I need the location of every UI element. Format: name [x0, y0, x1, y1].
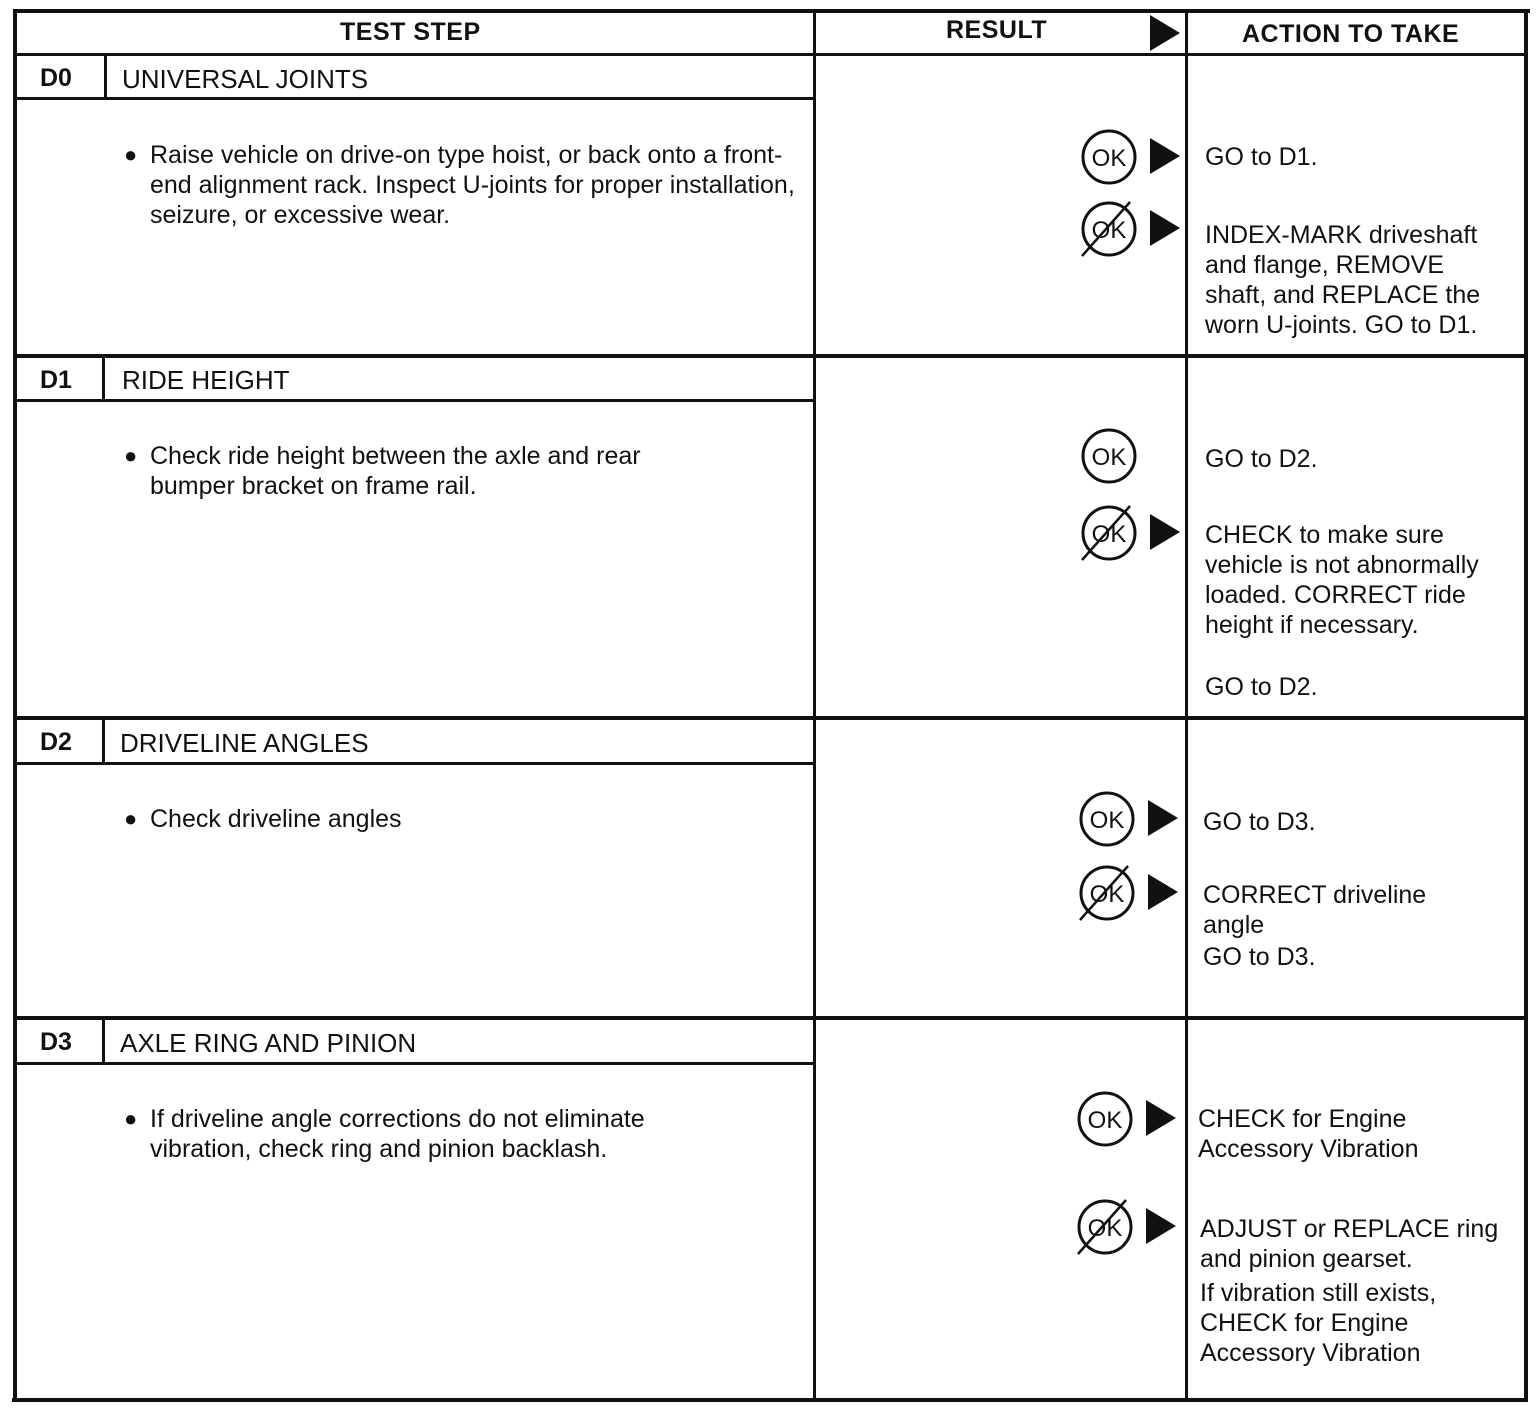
step-instruction: ● Check ride height between the axle and rear bumper bracket on frame rail. — [124, 442, 641, 500]
ok-crossed-circle-icon — [1074, 1196, 1136, 1258]
divider-result-action — [1185, 9, 1188, 1402]
ok-circle-icon — [1078, 126, 1140, 188]
step-header-underline — [14, 1062, 814, 1065]
action-not-ok-followup: GO to D2. — [1205, 673, 1318, 701]
bullet-icon: ● — [124, 1106, 138, 1131]
table-left-border — [13, 9, 17, 1402]
table-bottom-border — [12, 1398, 1528, 1402]
ok-circle-icon — [1078, 425, 1140, 487]
step-instruction: ● Raise vehicle on drive-on type hoist, or back onto a front-end alignment rack. Inspect U-joints for proper installation, seizure, or excessive wear. — [124, 141, 795, 229]
table-right-border — [1524, 9, 1528, 1402]
svg-text:OK: OK — [1091, 521, 1127, 548]
step-instruction: ● Check driveline angles — [124, 805, 402, 833]
header-action: ACTION TO TAKE — [1242, 20, 1460, 48]
bullet-icon: ● — [124, 806, 138, 831]
svg-text:OK: OK — [1087, 1215, 1123, 1242]
row-separator-d2-d3 — [14, 1016, 1528, 1020]
ok-crossed-circle-icon — [1078, 502, 1140, 564]
right-arrow-icon — [1146, 1100, 1176, 1136]
right-arrow-icon — [1150, 514, 1180, 550]
step-title: AXLE RING AND PINION — [120, 1028, 417, 1058]
action-not-ok: INDEX-MARK driveshaft and flange, REMOVE shaft, and REPLACE the worn U-joints. GO to D1. — [1205, 221, 1481, 339]
step-code-divider — [102, 1019, 105, 1064]
svg-text:OK: OK — [1091, 145, 1127, 172]
header-divider — [14, 53, 1528, 56]
ok-crossed-circle-icon — [1078, 198, 1140, 260]
row-separator-d1-d2 — [14, 716, 1528, 720]
svg-text:OK: OK — [1089, 807, 1125, 834]
step-code: D0 — [40, 64, 72, 92]
svg-text:OK: OK — [1091, 444, 1127, 471]
step-title: DRIVELINE ANGLES — [120, 728, 369, 758]
action-not-ok: CHECK to make sure vehicle is not abnormally loaded. CORRECT ride height if necessary. — [1205, 521, 1479, 639]
step-header-underline — [14, 762, 814, 765]
action-not-ok-followup: GO to D3. — [1203, 943, 1316, 971]
divider-teststep-result — [813, 9, 816, 1402]
step-instruction: ● If driveline angle corrections do not eliminate vibration, check ring and pinion backlash. — [124, 1105, 645, 1163]
bullet-icon: ● — [124, 142, 138, 167]
header-test-step: TEST STEP — [340, 18, 481, 46]
step-code-divider — [104, 55, 107, 99]
action-not-ok-followup: If vibration still exists, CHECK for Engine Accessory Vibration — [1200, 1279, 1437, 1367]
right-arrow-icon — [1150, 210, 1180, 246]
ok-circle-icon — [1074, 1088, 1136, 1150]
right-arrow-icon — [1150, 138, 1180, 174]
step-header-underline — [14, 97, 814, 100]
action-ok: GO to D1. — [1205, 143, 1318, 171]
step-code: D3 — [40, 1028, 72, 1056]
action-ok: GO to D2. — [1205, 445, 1318, 473]
step-code: D1 — [40, 366, 72, 394]
ok-crossed-circle-icon — [1076, 862, 1138, 924]
step-code-divider — [102, 719, 105, 764]
ok-circle-icon — [1076, 788, 1138, 850]
header-result: RESULT — [946, 16, 1048, 44]
right-arrow-icon — [1148, 800, 1178, 836]
step-title: RIDE HEIGHT — [122, 365, 290, 395]
action-ok: CHECK for Engine Accessory Vibration — [1198, 1105, 1419, 1163]
bullet-icon: ● — [124, 443, 138, 468]
right-arrow-icon — [1146, 1208, 1176, 1244]
right-arrow-icon — [1148, 874, 1178, 910]
header-arrow-icon — [1150, 15, 1180, 51]
step-code: D2 — [40, 728, 72, 756]
step-code-divider — [102, 356, 105, 401]
step-header-underline — [14, 399, 814, 402]
action-not-ok: ADJUST or REPLACE ring and pinion gearset. — [1200, 1215, 1499, 1273]
step-title: UNIVERSAL JOINTS — [122, 64, 369, 94]
svg-text:OK: OK — [1087, 1107, 1123, 1134]
svg-text:OK: OK — [1089, 881, 1125, 908]
table-top-border — [14, 9, 1530, 13]
svg-text:OK: OK — [1091, 217, 1127, 244]
action-ok: GO to D3. — [1203, 808, 1316, 836]
row-separator-d0-d1 — [14, 354, 1528, 358]
action-not-ok: CORRECT driveline angle — [1203, 881, 1427, 939]
